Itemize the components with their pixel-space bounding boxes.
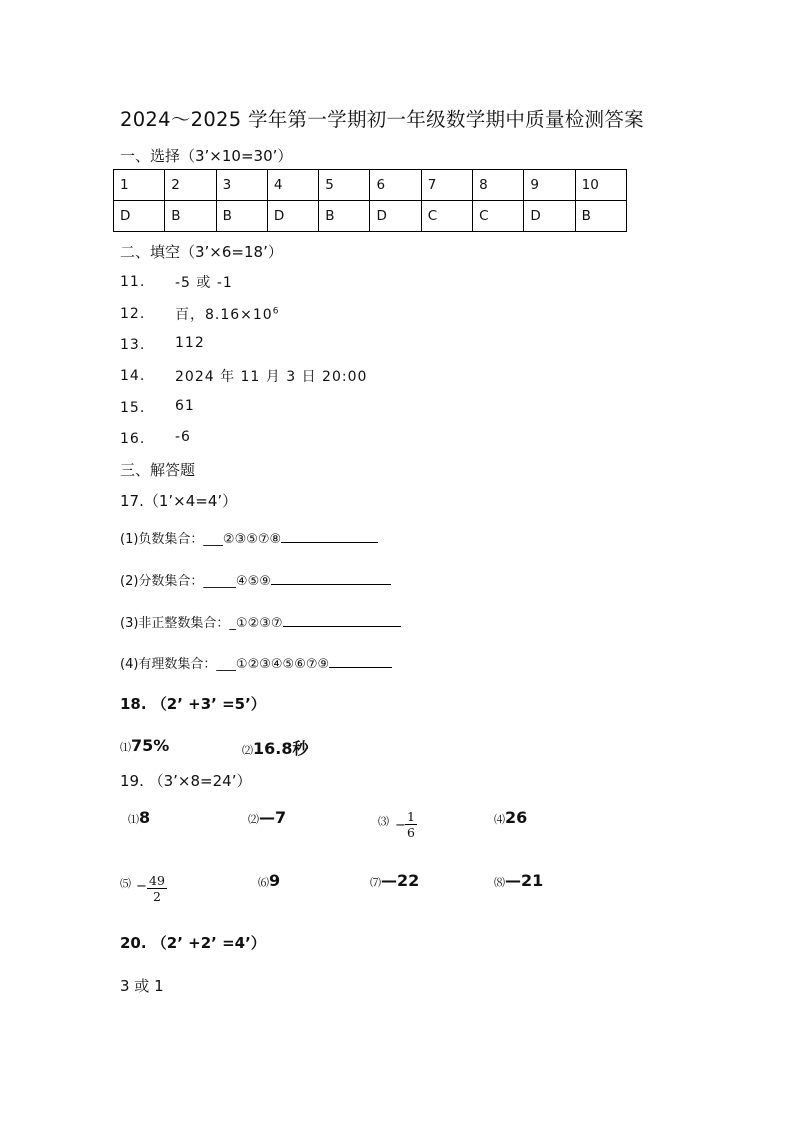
section2-heading: 二、填空（3’×6=18’） [120, 243, 283, 261]
answer-value: 16.8秒 [253, 739, 309, 758]
answer-label: ⑵ [248, 813, 259, 826]
fill-item-answer [175, 304, 279, 324]
answer-underline [271, 570, 391, 585]
answer-underline [329, 653, 392, 668]
q17-set-1 [120, 528, 378, 547]
underline-lead: _____ [203, 574, 236, 589]
q17-set-4 [120, 653, 392, 672]
set-label: (1)负数集合： [120, 532, 204, 547]
q19-answer-2 [248, 808, 286, 827]
table-cell: 7 [421, 170, 472, 201]
q17-set-2 [120, 570, 391, 589]
table-cell: D [524, 201, 575, 232]
set-value: ①②③④⑤⑥⑦⑨ [235, 657, 330, 672]
fraction-numerator: 1 [407, 809, 415, 824]
table-cell: 10 [575, 170, 626, 201]
q18-heading-text: 18. （2’ +3’ =5’） [120, 695, 266, 713]
fill-item-answer: -5 或 -1 [175, 275, 233, 291]
answer-label: ⑻ [494, 876, 505, 889]
minus-sign: − [395, 818, 406, 833]
fill-item-number: 13. [120, 337, 146, 353]
set-value: ①②③⑦ [235, 616, 283, 631]
table-row-answers [114, 201, 627, 232]
fraction-denominator: 2 [152, 889, 161, 904]
q17-set-3 [120, 612, 401, 631]
fill-item-answer: 112 [175, 335, 205, 351]
fraction-one-sixth [405, 809, 417, 840]
q19-answer-5 [120, 872, 131, 891]
fill-item-number: 15. [120, 400, 146, 416]
q18-heading [120, 693, 266, 714]
underline-lead: _ [229, 616, 236, 631]
table-cell: 5 [319, 170, 370, 201]
table-cell: C [421, 201, 472, 232]
set-value: ④⑤⑨ [235, 574, 271, 589]
answer-label: ⑺ [370, 876, 381, 889]
fraction-49-over-2 [147, 873, 167, 904]
table-cell: D [114, 201, 165, 232]
answer-label: ⑷ [494, 813, 505, 826]
table-cell: 1 [114, 170, 165, 201]
section3-heading: 三、解答题 [120, 461, 196, 479]
answer-label: ⑸ [120, 877, 131, 890]
answer-value: 9 [269, 871, 281, 890]
table-cell: 8 [473, 170, 524, 201]
table-cell: D [370, 201, 421, 232]
q17-heading: 17.（1’×4=4’） [120, 492, 238, 510]
answer-value: 26 [505, 808, 528, 827]
table-cell: B [319, 201, 370, 232]
fill-item-number: 16. [120, 431, 146, 447]
answer-value: 8 [139, 808, 151, 827]
table-cell: 3 [216, 170, 267, 201]
choice-answer-table [113, 169, 627, 232]
answer-value: 75% [131, 736, 170, 755]
answer-label: ⑴ [120, 741, 131, 754]
fill-item-number: 11. [120, 274, 146, 290]
table-cell: B [165, 201, 216, 232]
table-cell: 6 [370, 170, 421, 201]
set-label: (4)有理数集合： [120, 657, 217, 672]
answer-label: ⑴ [128, 813, 139, 826]
table-cell: B [216, 201, 267, 232]
q18-answer-2 [242, 736, 308, 759]
answer-underline [283, 612, 401, 627]
q18-answer-1 [120, 736, 169, 755]
answer-value: —22 [381, 871, 420, 890]
table-row-numbers [114, 170, 627, 201]
answer-value: —7 [259, 808, 287, 827]
q19-answer-8 [494, 871, 543, 890]
q19-answer-1 [128, 808, 150, 827]
underline-lead: ___ [203, 532, 223, 547]
set-label: (2)分数集合： [120, 574, 204, 589]
exponent: 6 [272, 306, 280, 317]
answer-label: ⑹ [258, 876, 269, 889]
fill-item-answer: 61 [175, 398, 195, 414]
fraction-denominator: 6 [407, 825, 415, 840]
underline-lead: ___ [216, 657, 236, 672]
fill-answer-text: 百，8.16×10 [175, 307, 273, 323]
table-cell: B [575, 201, 626, 232]
section1-heading: 一、选择（3’×10=30’） [120, 147, 293, 165]
fill-item-number: 14. [120, 368, 146, 384]
fraction-numerator: 49 [149, 873, 165, 888]
fill-item-number: 12. [120, 306, 146, 322]
q19-answer-4 [494, 808, 527, 827]
q19-answer-7 [370, 871, 419, 890]
answer-label: ⑶ [378, 815, 389, 828]
page-title: 2024～2025 学年第一学期初一年级数学期中质量检测答案 [120, 108, 644, 131]
answer-value: —21 [505, 871, 544, 890]
fill-item-answer: 2024 年 11 月 3 日 20:00 [175, 369, 368, 385]
set-value: ②③⑤⑦⑧ [222, 532, 282, 547]
set-label: (3)非正整数集合： [120, 616, 230, 631]
minus-sign: − [136, 879, 147, 894]
q20-heading-text: 20. （2’ +2’ =4’） [120, 934, 266, 952]
answer-underline [281, 528, 378, 543]
fill-item-answer: -6 [175, 429, 191, 445]
q19-heading: 19. （3’×8=24’） [120, 772, 252, 790]
table-cell: 9 [524, 170, 575, 201]
table-cell: 2 [165, 170, 216, 201]
answer-label: ⑵ [242, 744, 253, 757]
table-cell: D [267, 201, 318, 232]
q20-heading [120, 932, 266, 953]
q19-answer-3 [378, 810, 389, 829]
table-cell: C [473, 201, 524, 232]
q20-answer: 3 或 1 [120, 977, 164, 995]
table-cell: 4 [267, 170, 318, 201]
q19-answer-6 [258, 871, 280, 890]
